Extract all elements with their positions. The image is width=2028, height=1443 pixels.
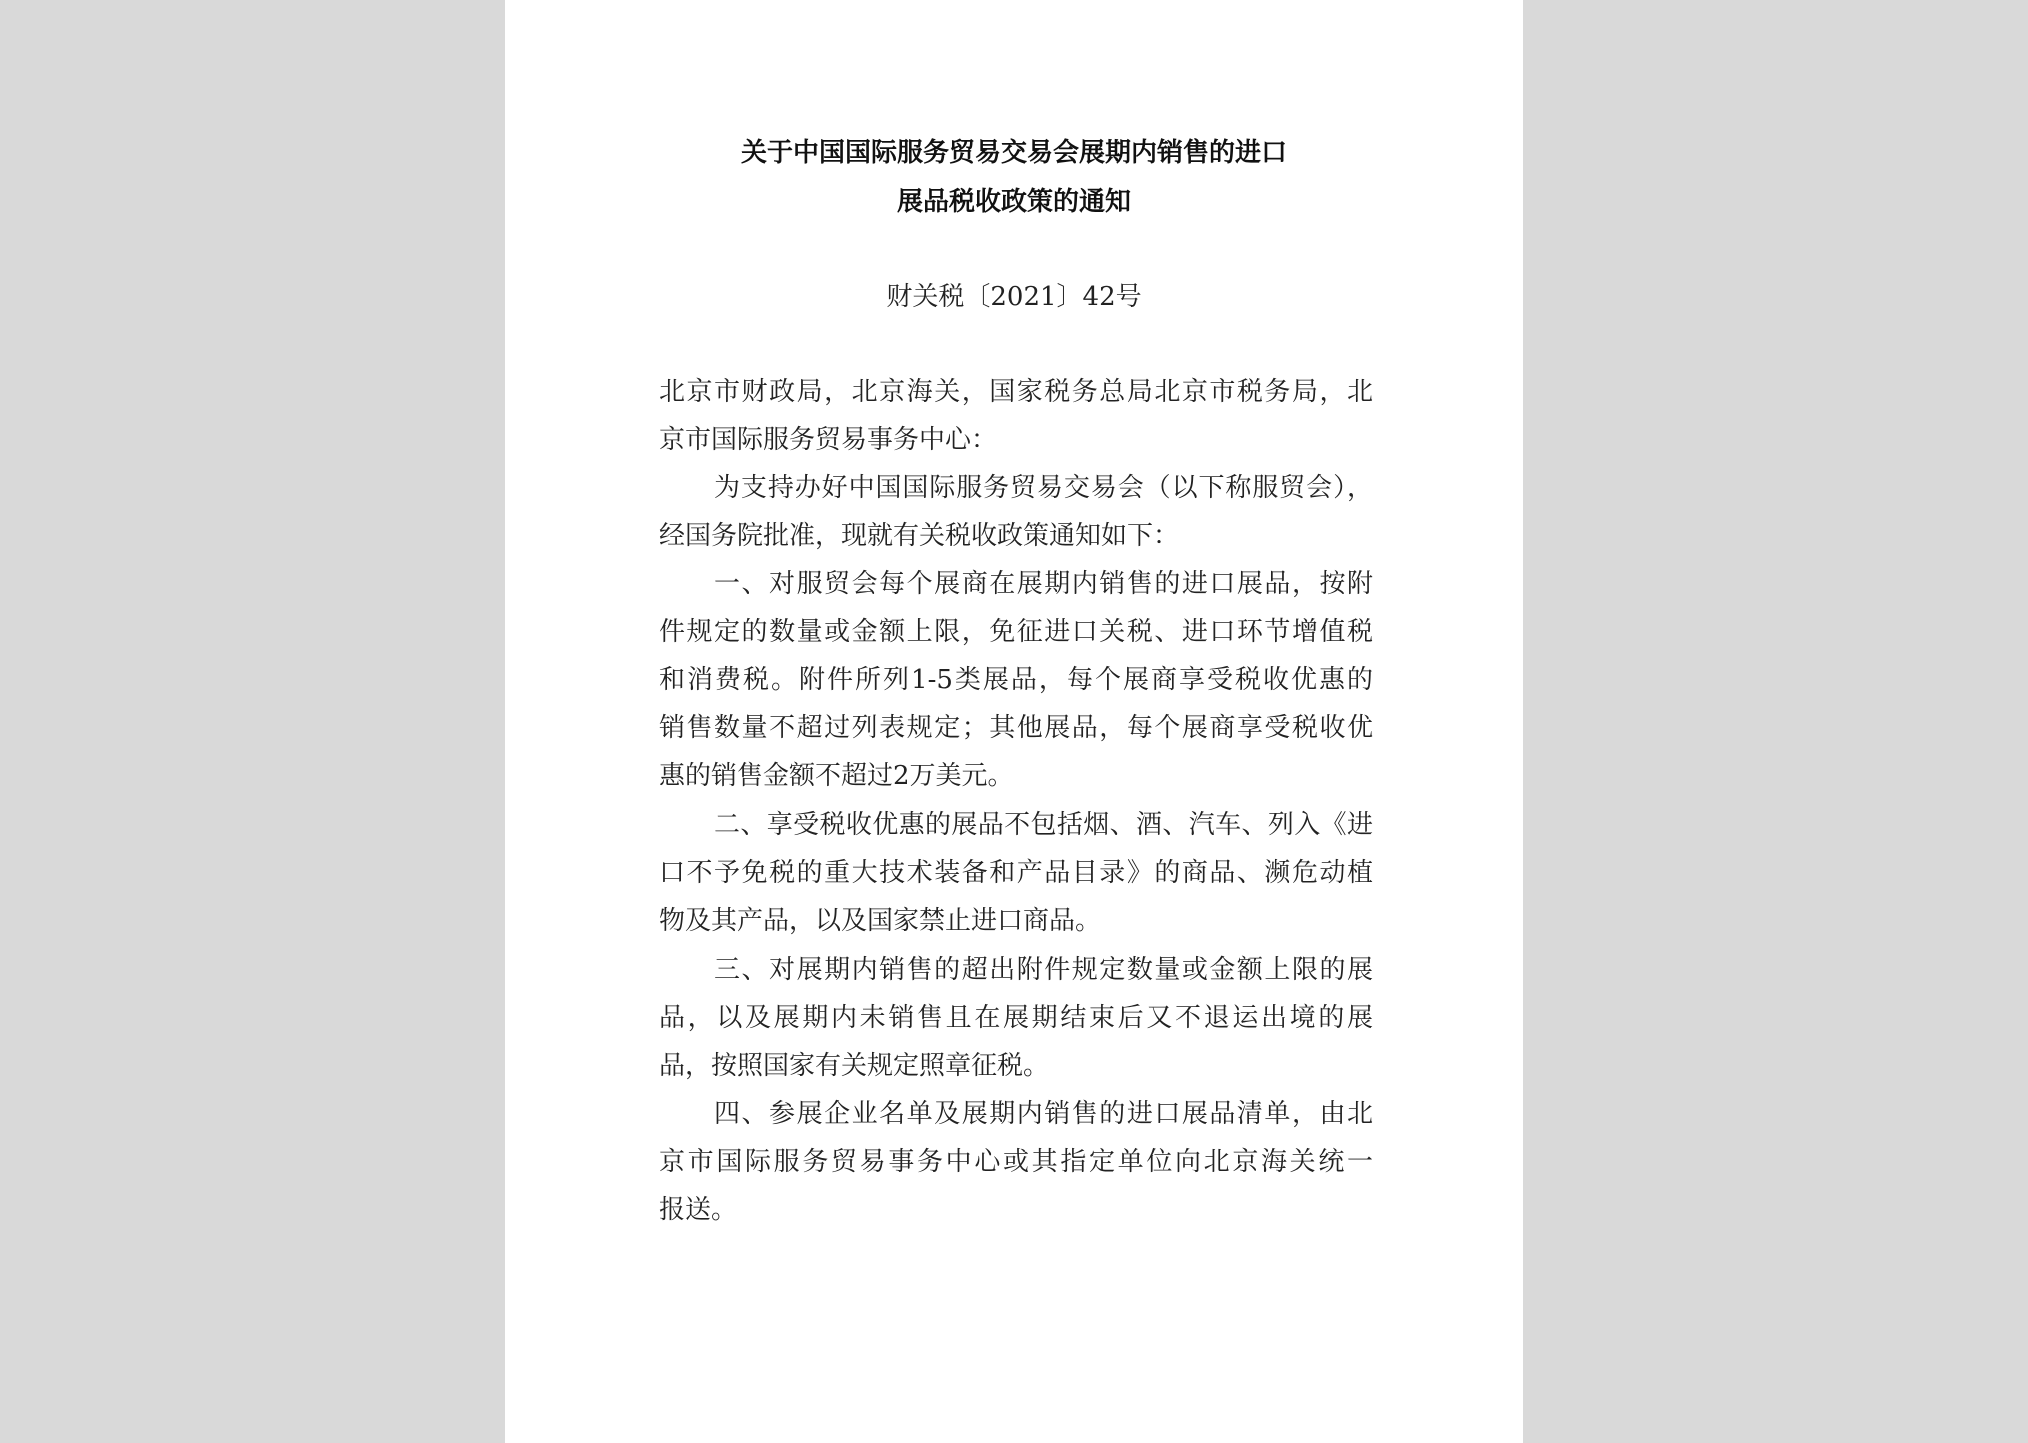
item-1-line: 一、对服贸会每个展商在展期内销售的进口展品，按附 <box>714 569 1373 599</box>
addressee-line: 北京市财政局，北京海关，国家税务总局北京市税务局，北 <box>659 377 1373 407</box>
intro-line: 经国务院批准，现就有关税收政策通知如下： <box>659 521 1180 551</box>
item-2-line: 物及其产品，以及国家禁止进口商品。 <box>659 906 1102 936</box>
item-1-line: 和消费税。附件所列1-5类展品，每个展商享受税收优惠的 <box>659 665 1373 695</box>
document-title-line-2: 展品税收政策的通知 <box>896 187 1131 217</box>
item-4-line: 报送。 <box>659 1195 738 1225</box>
document-number: 财关税〔2021〕42号 <box>886 282 1142 312</box>
item-2-line: 二、享受税收优惠的展品不包括烟、酒、汽车、列入《进 <box>714 810 1373 840</box>
intro-line: 为支持办好中国国际服务贸易交易会（以下称服贸会）， <box>714 473 1373 503</box>
item-1-line: 销售数量不超过列表规定；其他展品，每个展商享受税收优 <box>659 713 1373 743</box>
addressee-line: 京市国际服务贸易事务中心： <box>659 425 998 455</box>
document-page <box>505 0 1523 1443</box>
item-1-line: 件规定的数量或金额上限，免征进口关税、进口环节增值税 <box>659 617 1373 647</box>
item-4-line: 京市国际服务贸易事务中心或其指定单位向北京海关统一 <box>659 1147 1373 1177</box>
item-2-line: 口不予免税的重大技术装备和产品目录》的商品、濒危动植 <box>659 858 1373 888</box>
item-4-line: 四、参展企业名单及展期内销售的进口展品清单，由北 <box>714 1099 1373 1129</box>
item-1-line: 惠的销售金额不超过2万美元。 <box>659 761 1014 791</box>
item-3-line: 品，以及展期内未销售且在展期结束后又不退运出境的展 <box>659 1003 1373 1033</box>
document-title-line-1: 关于中国国际服务贸易交易会展期内销售的进口 <box>740 138 1287 168</box>
item-3-line: 三、对展期内销售的超出附件规定数量或金额上限的展 <box>714 955 1373 985</box>
item-3-line: 品，按照国家有关规定照章征税。 <box>659 1051 1050 1081</box>
